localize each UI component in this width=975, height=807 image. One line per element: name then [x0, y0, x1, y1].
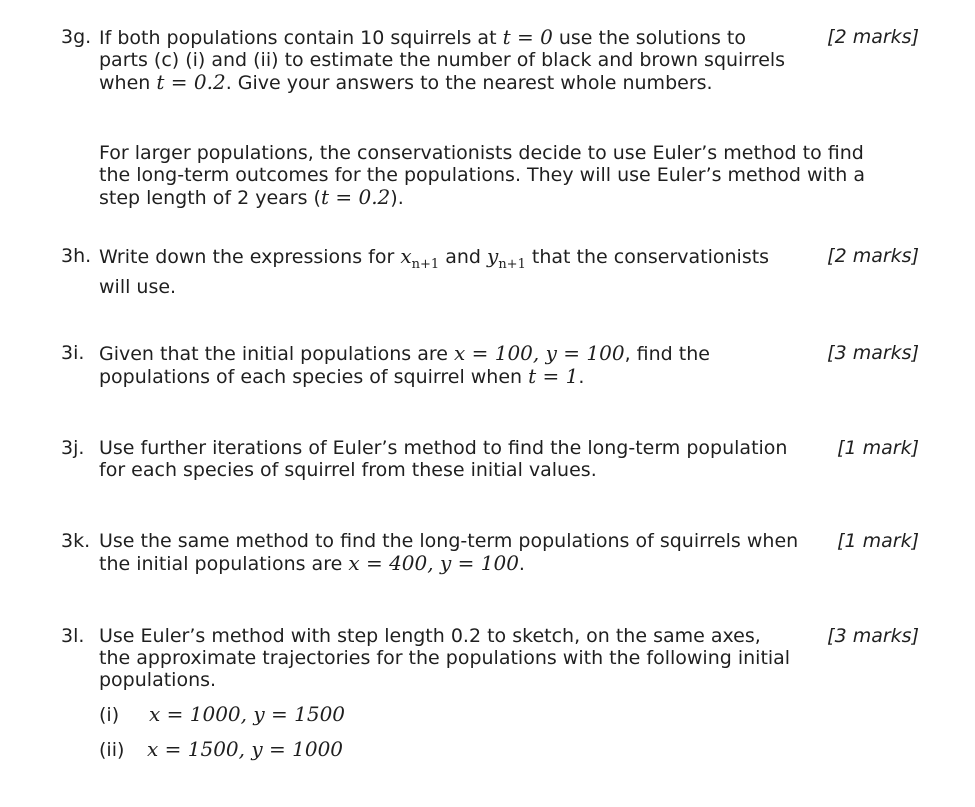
text: for each species of squirrel from these initial values.	[99, 459, 597, 481]
math: y	[487, 244, 499, 268]
sub-item-label: (ii)	[99, 739, 125, 761]
question-3k	[61, 530, 919, 575]
text: populations.	[99, 669, 217, 691]
sub-item-i	[99, 702, 345, 727]
text: will use.	[99, 275, 177, 298]
question-number: 3l.	[61, 625, 85, 647]
question-3l	[61, 625, 919, 691]
question-number: 3h.	[61, 245, 92, 267]
marks-label: [2 marks]	[827, 26, 919, 48]
marks-label: [2 marks]	[827, 245, 919, 267]
sub-item-ii	[99, 737, 343, 762]
marks-label: [3 marks]	[827, 342, 919, 364]
subscript: n+1	[498, 256, 526, 272]
math: x = 400, y = 100	[348, 551, 519, 575]
question-number: 3j.	[61, 437, 85, 459]
text: step length of 2 years (	[99, 187, 321, 209]
question-number: 3g.	[61, 26, 92, 48]
math: t = 0	[502, 25, 553, 49]
intro-paragraph	[99, 142, 899, 209]
math: x = 1000, y = 1500	[149, 702, 346, 726]
text: populations of each species of squirrel when	[99, 366, 523, 388]
text: If both populations contain 10 squirrels at	[99, 27, 497, 49]
math: t = 0.2	[156, 70, 226, 94]
subscript: n+1	[411, 256, 440, 272]
text: . Give your answers to the nearest whole numbers.	[225, 72, 713, 94]
question-3j	[61, 437, 919, 481]
math: x = 1500, y = 1000	[147, 737, 344, 761]
text: ).	[390, 187, 404, 209]
sub-item-label: (i)	[99, 704, 120, 726]
question-number: 3i.	[61, 342, 85, 364]
text: Use further iterations of Euler’s method to find the long-term population	[99, 437, 788, 459]
text: the long-term outcomes for the populations. They will use Euler’s method with a	[99, 164, 865, 186]
question-3i	[61, 342, 919, 388]
text: .	[578, 366, 585, 388]
text: Write down the expressions for	[99, 246, 395, 268]
question-3h	[61, 245, 919, 298]
text: when	[99, 72, 151, 94]
question-number: 3k.	[61, 530, 91, 552]
text: parts (c) (i) and (ii) to estimate the number of black and brown squirrels	[99, 49, 786, 71]
text: and	[445, 246, 481, 268]
math: x = 100, y = 100	[453, 341, 625, 365]
text: .	[518, 553, 525, 575]
text: use the solutions to	[558, 27, 747, 49]
text: the approximate trajectories for the populations with the following initial	[99, 647, 791, 669]
marks-label: [1 mark]	[837, 530, 919, 552]
math: t = 1	[528, 364, 579, 388]
text: Use the same method to find the long-term populations of squirrels when	[99, 530, 799, 552]
marks-label: [1 mark]	[837, 437, 919, 459]
text: , find the	[624, 343, 710, 365]
text: Given that the initial populations are	[99, 343, 448, 365]
text: that the conservationists	[531, 246, 770, 268]
text: the initial populations are	[99, 553, 343, 575]
text: Use Euler’s method with step length 0.2 to sketch, on the same axes,	[99, 625, 761, 647]
text: For larger populations, the conservationists decide to use Euler’s method to find	[99, 142, 864, 164]
math: t = 0.2	[320, 185, 391, 209]
math: x	[400, 244, 412, 268]
question-3g	[61, 26, 919, 94]
marks-label: [3 marks]	[827, 625, 919, 647]
